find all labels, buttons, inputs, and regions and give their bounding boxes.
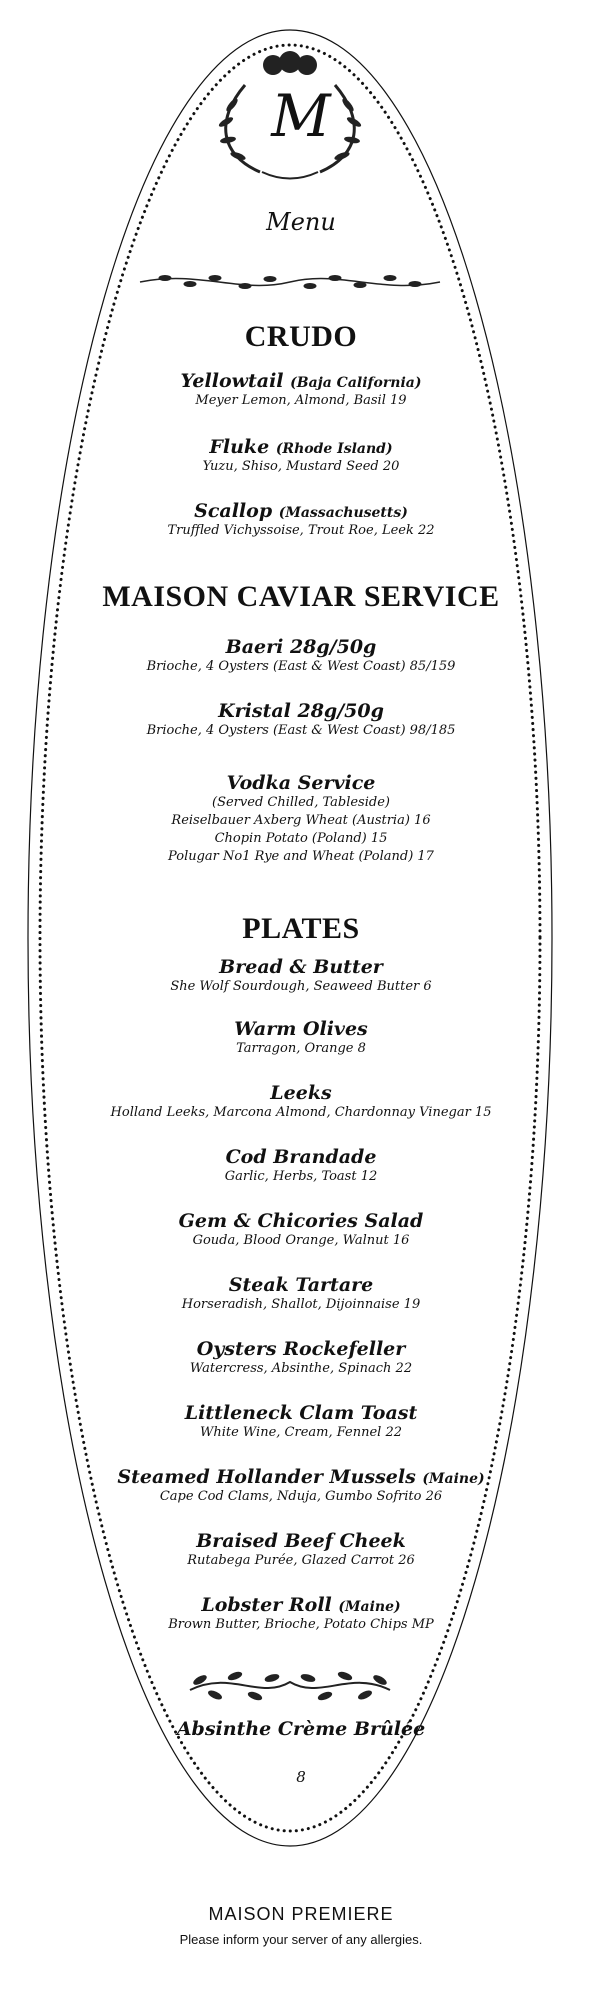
menu-item-steamed-hollander-mussels: Steamed Hollander Mussels (Maine) Cape Cod Clams, Nduja, Gumbo Sofrito 26 (117, 1466, 485, 1504)
dessert-name: Absinthe Crème Brûlée (176, 1718, 426, 1740)
menu-item-warm-olives: Warm Olives Tarragon, Orange 8 (234, 1018, 368, 1056)
menu-item-braised-beef-cheek: Braised Beef Cheek Rutabega Purée, Glazed Carrot 26 (187, 1530, 415, 1568)
footer-allergy-note: Please inform your server of any allergies. (179, 1932, 423, 1947)
menu-item-oysters-rockefeller: Oysters Rockefeller Watercress, Absinthe, Spinach 22 (189, 1338, 413, 1376)
menu-item-kristal: Kristal 28g/50g Brioche, 4 Oysters (East & West Coast) 98/185 (146, 700, 456, 738)
section-title-crudo: CRUDO (244, 320, 358, 353)
menu-item-bread-butter: Bread & Butter She Wolf Sourdough, Seaweed Butter 6 (170, 956, 432, 994)
menu-item-yellowtail: Yellowtail (Baja California) Meyer Lemon, Almond, Basil 19 (180, 370, 422, 408)
menu-item-gem-chicories-salad: Gem & Chicories Salad Gouda, Blood Orange, Walnut 16 (178, 1210, 424, 1248)
menu-item-scallop: Scallop (Massachusetts) Truffled Vichyssoise, Trout Roe, Leek 22 (167, 500, 435, 538)
dessert-price: 8 (296, 1768, 306, 1786)
menu-item-cod-brandade: Cod Brandade Garlic, Herbs, Toast 12 (224, 1146, 378, 1184)
menu-item-lobster-roll: Lobster Roll (Maine) Brown Butter, Brioche, Potato Chips MP (168, 1594, 434, 1632)
menu-item-littleneck-clam-toast: Littleneck Clam Toast White Wine, Cream, Fennel 22 (184, 1402, 418, 1440)
menu-title: Menu (266, 208, 336, 236)
section-title-plates: PLATES (242, 912, 360, 945)
section-title-caviar: MAISON CAVIAR SERVICE (102, 580, 500, 613)
menu-item-fluke: Fluke (Rhode Island) Yuzu, Shiso, Mustard Seed 20 (202, 436, 400, 474)
menu-item-vodka-service: Vodka Service (Served Chilled, Tableside) Reiselbauer Axberg Wheat (Austria) 16 Chopin Potato (Poland) 15 Polugar No1 Rye and Wheat (Poland) 17 (168, 772, 434, 864)
vine-divider-top (140, 276, 440, 289)
logo-letter: M (271, 82, 331, 150)
footer-brand: MAISON PREMIERE (208, 1904, 394, 1924)
vine-divider-bottom (190, 1671, 390, 1701)
menu-item-baeri: Baeri 28g/50g Brioche, 4 Oysters (East & West Coast) 85/159 (146, 636, 456, 674)
menu-item-leeks: Leeks Holland Leeks, Marcona Almond, Chardonnay Vinegar 15 (110, 1082, 492, 1120)
menu-item-steak-tartare: Steak Tartare Horseradish, Shallot, Dijoinnaise 19 (181, 1274, 421, 1312)
